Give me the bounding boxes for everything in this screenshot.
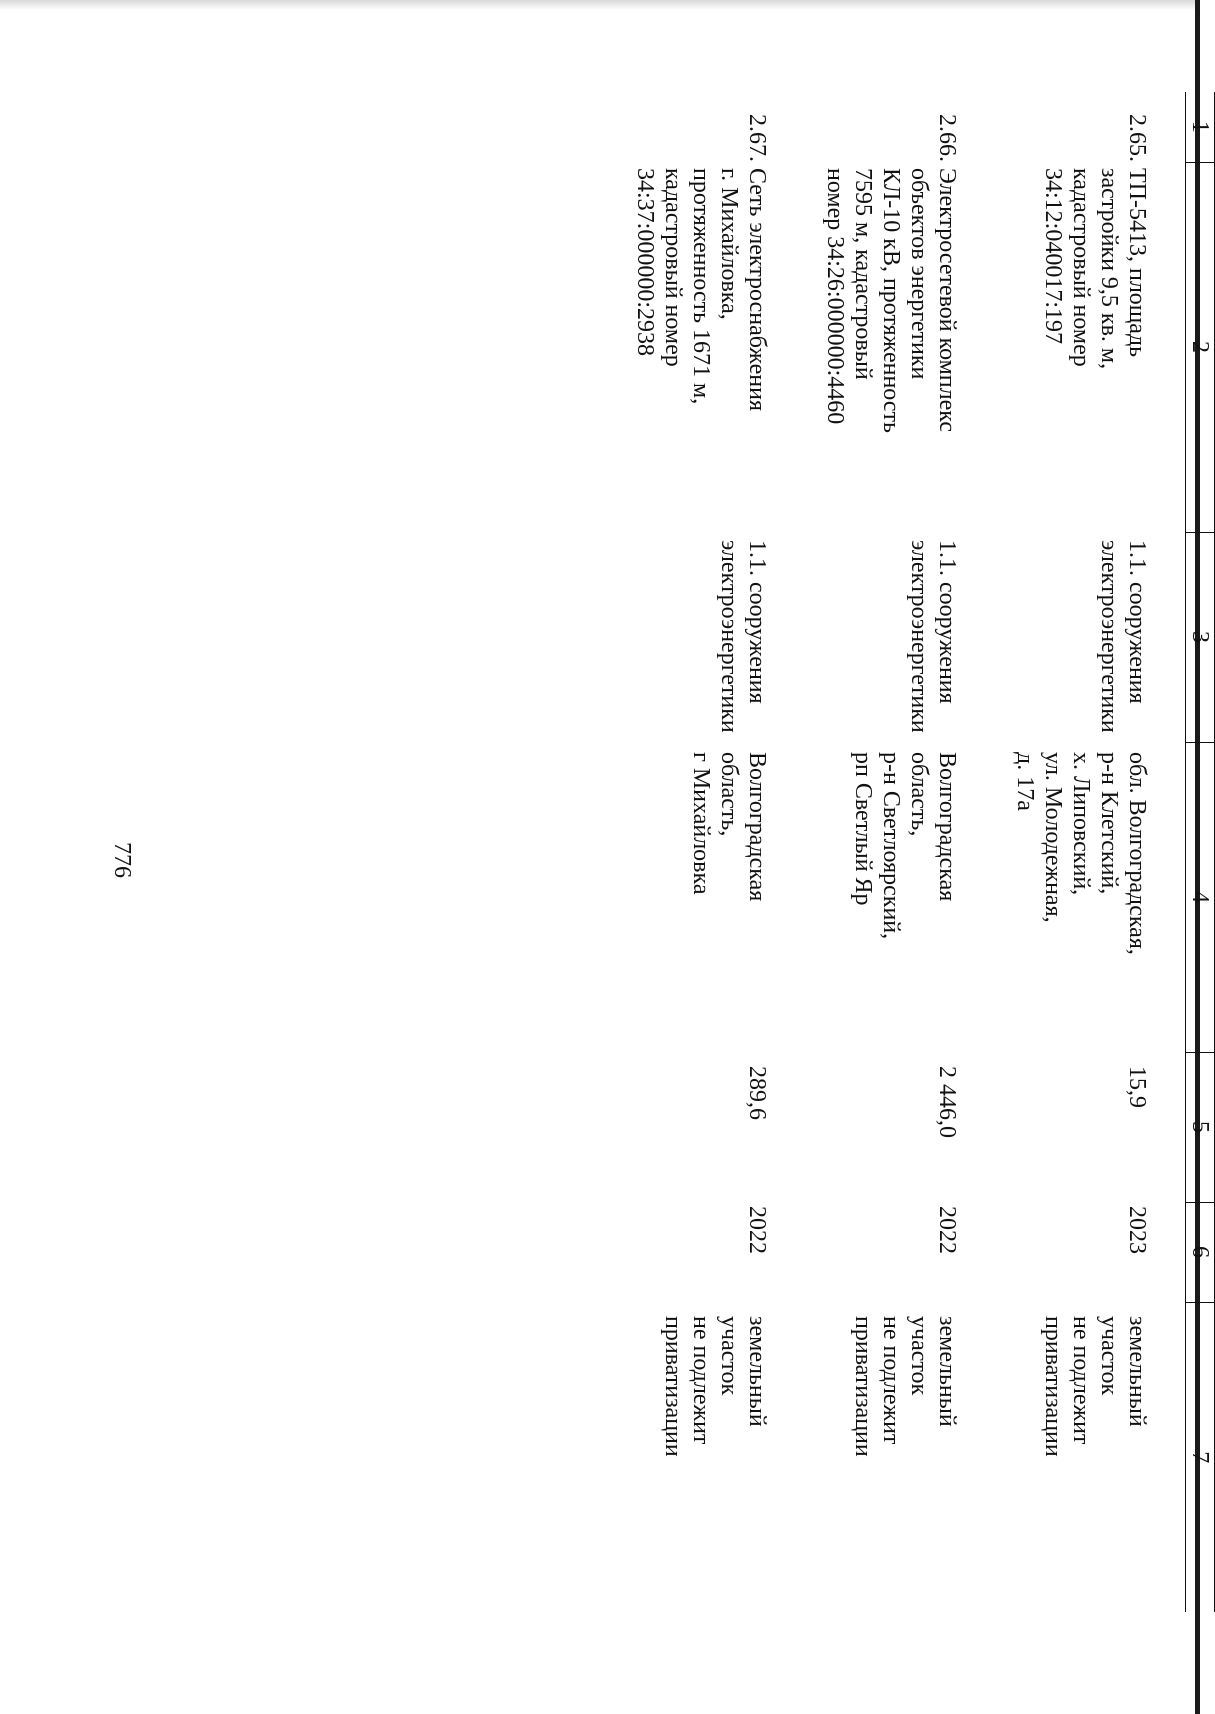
cell-category-line: электроэнергетики	[906, 540, 932, 733]
header-col-1: 1	[1186, 92, 1215, 162]
cell-note-line: земельный	[744, 1316, 770, 1427]
cell-address-line: г Михайловка	[688, 752, 714, 895]
cell-note	[791, 1302, 981, 1612]
cell-category-line: 1.1. сооружения	[744, 540, 770, 704]
cell-note-line: приватизации	[1040, 1316, 1066, 1457]
property-table	[601, 92, 1215, 1612]
cell-note-line: приватизации	[850, 1316, 876, 1457]
cell-note-line: земельный	[1124, 1316, 1150, 1427]
cell-object-name	[981, 162, 1186, 532]
cell-category	[601, 532, 791, 742]
cell-address-line: р-н Светлоярский,	[878, 752, 904, 940]
cell-note-line: участок	[1096, 1316, 1122, 1396]
cell-object-name-line: застройки 9,5 кв. м,	[1096, 168, 1122, 370]
cell-note-line: приватизации	[660, 1316, 686, 1457]
cell-object-name	[601, 162, 791, 532]
cell-address-line: д. 17а	[1012, 752, 1038, 811]
cell-address	[601, 742, 791, 1052]
cell-object-name-line: ТП-5413, площадь	[1124, 168, 1150, 358]
cell-value: 15,9	[1124, 1066, 1150, 1108]
cell-address-line: х. Липовский,	[1068, 752, 1094, 896]
cell-value: 2 446,0	[934, 1066, 960, 1138]
cell-object-name-line: кадастровый номер	[1068, 168, 1094, 367]
cell-year: 2022	[934, 1206, 960, 1254]
header-col-7: 7	[1186, 1302, 1215, 1612]
cell-category	[791, 532, 981, 742]
cell-note-line: участок	[906, 1316, 932, 1396]
cell-category-line: 1.1. сооружения	[1124, 540, 1150, 704]
header-col-3: 3	[1186, 532, 1215, 742]
cell-note-line: не подлежит	[878, 1316, 904, 1445]
cell-object-name-line: КЛ-10 кВ, протяженность	[878, 168, 904, 433]
cell-number: 2.66.	[934, 114, 960, 162]
cell-number: 2.65.	[1124, 114, 1150, 162]
cell-object-name-line: 34:12:040017:197	[1040, 168, 1066, 345]
header-col-6: 6	[1186, 1202, 1215, 1302]
page-number: 776	[109, 842, 135, 878]
cell-object-name	[791, 162, 981, 532]
scan-shadow-top	[0, 0, 1200, 10]
cell-note-line: не подлежит	[688, 1316, 714, 1445]
cell-year: 2023	[1124, 1206, 1150, 1254]
cell-object-name-line: кадастровый номер	[660, 168, 686, 367]
cell-number: 2.67.	[744, 114, 770, 162]
table-row	[601, 92, 791, 1612]
cell-object-name-line: 7595 м, кадастровый	[850, 168, 876, 380]
cell-value: 289,6	[744, 1066, 770, 1120]
cell-address-line: рп Светлый Яр	[850, 752, 876, 906]
table-row	[981, 92, 1186, 1612]
table-row	[791, 92, 981, 1612]
cell-object-name-line: Сеть электроснабжения	[744, 168, 770, 412]
cell-address-line: Волгоградская	[934, 752, 960, 902]
cell-note	[601, 1302, 791, 1612]
header-col-4: 4	[1186, 742, 1215, 1052]
cell-address-line: ул. Молодежная,	[1040, 752, 1066, 923]
cell-object-name-line: 34:37:000000:2938	[632, 168, 658, 357]
cell-object-name-line: Электросетевой комплекс	[934, 168, 960, 432]
cell-address-line: область,	[716, 752, 742, 837]
cell-object-name-line: г. Михайловка,	[716, 168, 742, 320]
cell-address-line: обл. Волгоградская,	[1124, 752, 1150, 955]
cell-object-name-line: протяженность 1671 м,	[688, 168, 714, 405]
cell-note	[981, 1302, 1186, 1612]
cell-year: 2022	[744, 1206, 770, 1254]
cell-address-line: область,	[906, 752, 932, 837]
cell-address	[981, 742, 1186, 1052]
rotated-table-page	[185, 92, 1215, 1612]
table-header-row	[1186, 92, 1215, 1612]
cell-category-line: электроэнергетики	[1096, 540, 1122, 733]
cell-address-line: р-н Клетский,	[1096, 752, 1122, 895]
cell-object-name-line: объектов энергетики	[906, 168, 932, 380]
cell-address-line: Волгоградская	[744, 752, 770, 902]
cell-category	[981, 532, 1186, 742]
cell-object-name-line: номер 34:26:000000:4460	[822, 168, 848, 425]
cell-address	[791, 742, 981, 1052]
cell-note-line: не подлежит	[1068, 1316, 1094, 1445]
cell-category-line: электроэнергетики	[716, 540, 742, 733]
header-col-2: 2	[1186, 162, 1215, 532]
header-col-5: 5	[1186, 1052, 1215, 1202]
cell-category-line: 1.1. сооружения	[934, 540, 960, 704]
table-body	[601, 92, 1186, 1612]
cell-note-line: земельный	[934, 1316, 960, 1427]
cell-note-line: участок	[716, 1316, 742, 1396]
